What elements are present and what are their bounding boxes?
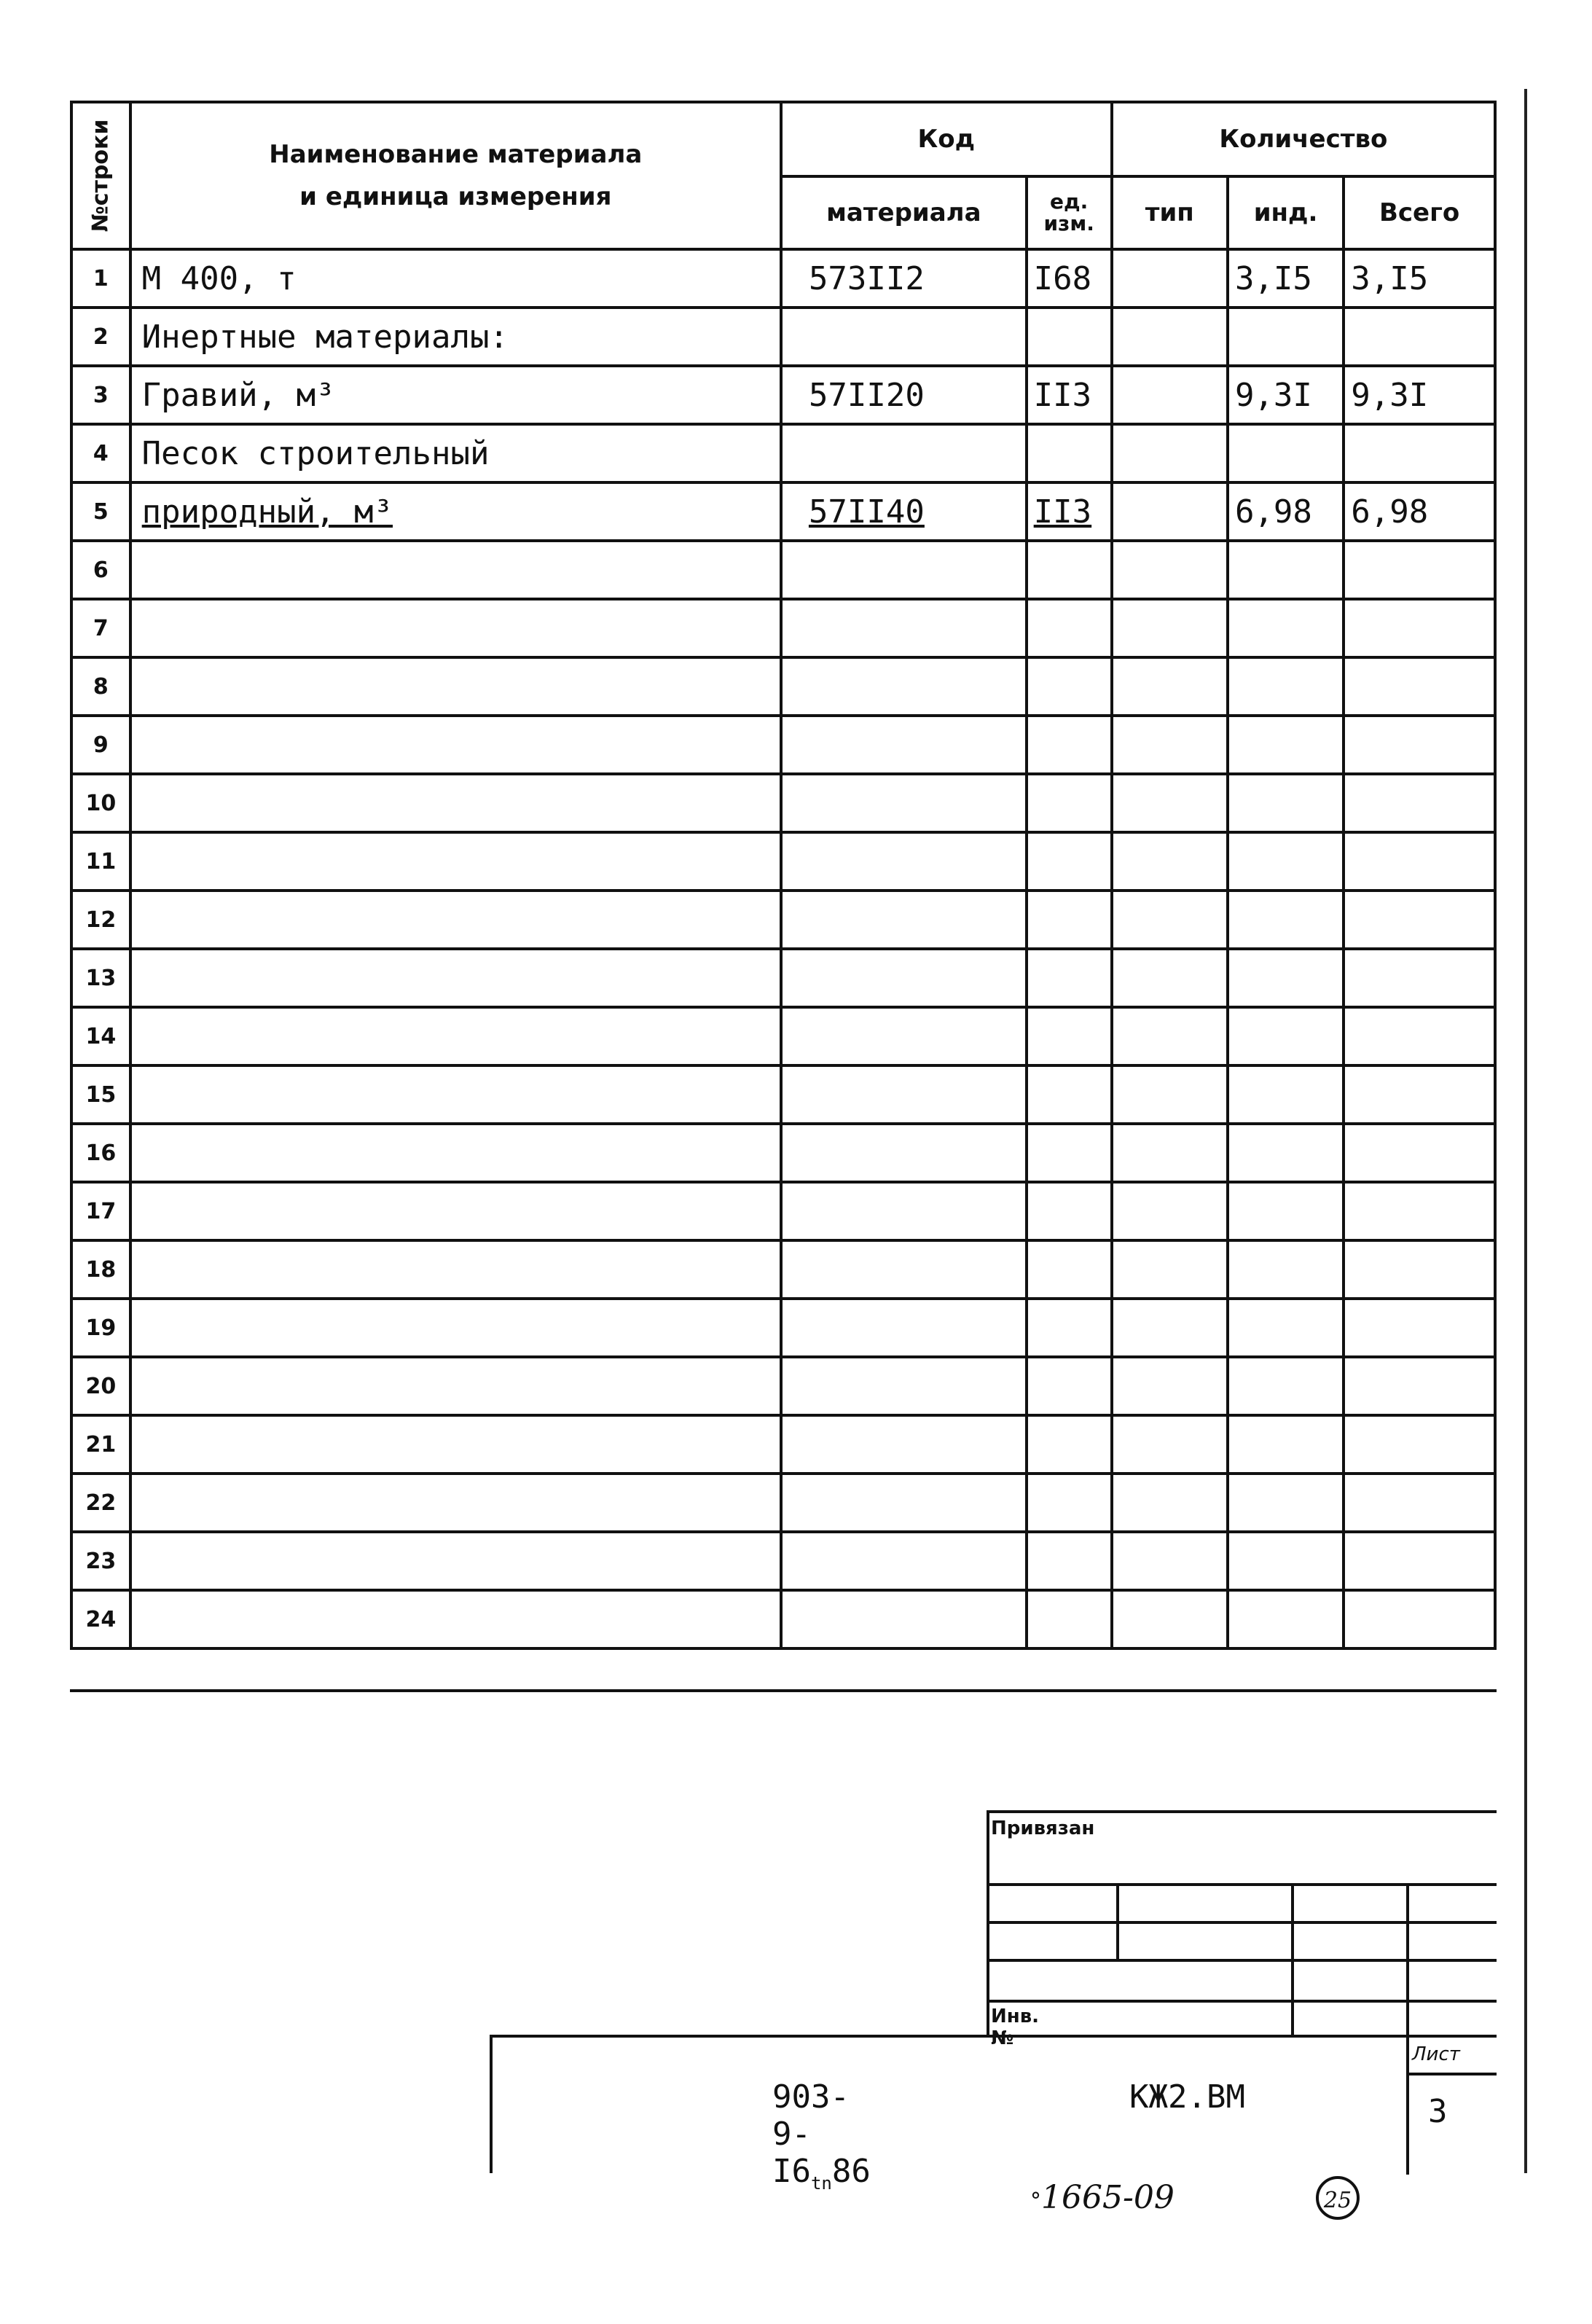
qty-type-header: тип [1112, 176, 1228, 249]
qty-total-cell [1344, 541, 1495, 599]
unit-code-cell [1027, 1357, 1112, 1415]
unit-code-cell [1027, 1065, 1112, 1124]
material-name-cell [130, 716, 781, 774]
qty-total-cell [1344, 1299, 1495, 1357]
privyazan-left-line [987, 1810, 989, 2038]
circled-page-number: 25 [1316, 2176, 1360, 2220]
table-row [71, 1415, 1495, 1474]
material-code-cell [781, 1182, 1027, 1240]
table-row [71, 249, 1495, 308]
stamp-row-line [987, 1959, 1497, 1962]
doc-block-left-line [490, 2035, 493, 2173]
material-code-cell [781, 657, 1027, 716]
sheet-divider-line [1406, 2073, 1497, 2075]
qty-ind-cell [1228, 1474, 1344, 1532]
row-number-cell: 17 [71, 1182, 130, 1240]
material-code-cell [781, 599, 1027, 657]
material-name-cell [130, 1240, 781, 1299]
qty-type-cell [1112, 482, 1228, 541]
material-code-cell [781, 1590, 1027, 1648]
qty-total-cell: 3,I5 [1344, 249, 1495, 308]
row-number-cell: 12 [71, 891, 130, 949]
material-name-cell: Инертные материалы: [130, 308, 781, 366]
stamp-col-line [1116, 1883, 1119, 1960]
unit-code-cell [1027, 1415, 1112, 1474]
material-name-cell: Песок строительный [130, 424, 781, 482]
qty-ind-cell [1228, 541, 1344, 599]
qty-ind-cell [1228, 1357, 1344, 1415]
qty-ind-cell [1228, 1532, 1344, 1590]
row-number-header: №строки [71, 102, 130, 249]
material-name-cell [130, 1474, 781, 1532]
qty-ind-cell [1228, 1415, 1344, 1474]
row-number-cell: 18 [71, 1240, 130, 1299]
unit-code-cell [1027, 1299, 1112, 1357]
unit-code-cell [1027, 1590, 1112, 1648]
material-name-cell [130, 1415, 781, 1474]
inv-no-label: Инв. № [991, 2006, 1040, 2049]
qty-ind-cell [1228, 1124, 1344, 1182]
qty-total-cell [1344, 1357, 1495, 1415]
material-code-cell: 57II40 [781, 482, 1027, 541]
qty-ind-cell [1228, 657, 1344, 716]
qty-ind-cell: 9,3I [1228, 366, 1344, 424]
row-number-cell: 13 [71, 949, 130, 1007]
material-code-cell [781, 774, 1027, 832]
table-row [71, 1065, 1495, 1124]
qty-ind-cell [1228, 599, 1344, 657]
stamp-row-line [987, 1921, 1497, 1924]
qty-total-cell [1344, 1007, 1495, 1065]
qty-type-cell [1112, 657, 1228, 716]
qty-type-cell [1112, 716, 1228, 774]
table-row [71, 774, 1495, 832]
table-row [71, 716, 1495, 774]
document-number: $903-9-I6_{tn}86$ [772, 2078, 871, 2194]
qty-type-cell [1112, 366, 1228, 424]
unit-code-cell [1027, 1532, 1112, 1590]
qty-type-cell [1112, 1532, 1228, 1590]
unit-code-cell [1027, 308, 1112, 366]
qty-ind-cell [1228, 1182, 1344, 1240]
table-row [71, 657, 1495, 716]
qty-type-cell [1112, 1240, 1228, 1299]
qty-type-cell [1112, 308, 1228, 366]
unit-code-cell: II3 [1027, 366, 1112, 424]
unit-code-cell [1027, 599, 1112, 657]
qty-type-cell [1112, 1124, 1228, 1182]
privyazan-label: Привязан [991, 1818, 1095, 1839]
material-code-cell [781, 1299, 1027, 1357]
table-row [71, 1474, 1495, 1532]
qty-ind-cell [1228, 949, 1344, 1007]
material-code-cell [781, 1474, 1027, 1532]
row-number-cell: 4 [71, 424, 130, 482]
table-row [71, 949, 1495, 1007]
unit-code-cell [1027, 541, 1112, 599]
qty-total-cell [1344, 716, 1495, 774]
qty-type-cell [1112, 1007, 1228, 1065]
row-number-cell: 15 [71, 1065, 130, 1124]
material-name-cell: природный, м³ [130, 482, 781, 541]
material-code-cell [781, 541, 1027, 599]
unit-code-header: ед. изм. [1027, 176, 1112, 249]
unit-code-cell [1027, 657, 1112, 716]
qty-ind-header: инд. [1228, 176, 1344, 249]
table-row [71, 424, 1495, 482]
table-row [71, 1124, 1495, 1182]
material-code-cell [781, 1415, 1027, 1474]
qty-total-cell [1344, 1240, 1495, 1299]
table-row [71, 1182, 1495, 1240]
stamp-row-line [987, 1883, 1497, 1886]
qty-type-cell [1112, 1065, 1228, 1124]
material-name-cell [130, 891, 781, 949]
material-code-cell [781, 424, 1027, 482]
material-code-cell: 57II20 [781, 366, 1027, 424]
stamp-col-line [1291, 1883, 1294, 2038]
qty-total-cell: 9,3I [1344, 366, 1495, 424]
row-number-cell: 6 [71, 541, 130, 599]
table-row [71, 541, 1495, 599]
table-row [71, 1357, 1495, 1415]
material-code-cell [781, 891, 1027, 949]
qty-total-cell [1344, 1474, 1495, 1532]
unit-code-cell [1027, 1007, 1112, 1065]
qty-type-cell [1112, 891, 1228, 949]
qty-ind-cell [1228, 832, 1344, 891]
material-code-cell [781, 1124, 1027, 1182]
row-number-cell: 8 [71, 657, 130, 716]
page-right-edge-line [1524, 89, 1527, 2173]
material-code-cell: 573II2 [781, 249, 1027, 308]
row-number-cell: 1 [71, 249, 130, 308]
qty-total-cell [1344, 774, 1495, 832]
qty-type-cell [1112, 1415, 1228, 1474]
unit-code-cell: II3 [1027, 482, 1112, 541]
material-code-cell [781, 1065, 1027, 1124]
material-code-cell [781, 1007, 1027, 1065]
qty-type-cell [1112, 424, 1228, 482]
qty-ind-cell [1228, 1299, 1344, 1357]
row-number-cell: 5 [71, 482, 130, 541]
qty-type-cell [1112, 541, 1228, 599]
material-name-cell [130, 599, 781, 657]
qty-type-cell [1112, 599, 1228, 657]
unit-code-cell [1027, 716, 1112, 774]
table-row [71, 1240, 1495, 1299]
qty-type-cell [1112, 832, 1228, 891]
material-code-cell [781, 1357, 1027, 1415]
row-number-cell: 19 [71, 1299, 130, 1357]
unit-code-cell [1027, 949, 1112, 1007]
row-number-cell: 24 [71, 1590, 130, 1648]
material-code-cell [781, 1240, 1027, 1299]
unit-code-cell [1027, 1474, 1112, 1532]
qty-total-cell [1344, 891, 1495, 949]
sheet-label: Лист [1412, 2043, 1460, 2065]
qty-total-cell [1344, 949, 1495, 1007]
material-name-cell [130, 1299, 781, 1357]
qty-ind-cell [1228, 1240, 1344, 1299]
qty-total-cell [1344, 1124, 1495, 1182]
row-number-cell: 11 [71, 832, 130, 891]
document-mark: КЖ2.ВМ [1129, 2078, 1245, 2116]
qty-total-cell [1344, 424, 1495, 482]
material-name-cell [130, 1182, 781, 1240]
qty-ind-cell [1228, 424, 1344, 482]
archive-number: °1665-09 [1030, 2179, 1175, 2216]
row-number-cell: 22 [71, 1474, 130, 1532]
material-name-cell [130, 1590, 781, 1648]
qty-type-cell [1112, 949, 1228, 1007]
qty-type-cell [1112, 1299, 1228, 1357]
qty-total-cell [1344, 1065, 1495, 1124]
qty-ind-cell [1228, 1590, 1344, 1648]
qty-total-cell: 6,98 [1344, 482, 1495, 541]
material-name-cell [130, 832, 781, 891]
qty-ind-cell [1228, 891, 1344, 949]
quantity-group-header: Количество [1112, 102, 1495, 176]
row-number-cell: 14 [71, 1007, 130, 1065]
privyazan-top-line [987, 1810, 1497, 1813]
material-name-cell [130, 1124, 781, 1182]
material-code-cell [781, 832, 1027, 891]
material-code-header: материала [781, 176, 1027, 249]
table-bottom-line [70, 1689, 1497, 1692]
qty-type-cell [1112, 1590, 1228, 1648]
unit-code-cell [1027, 774, 1112, 832]
material-name-cell [130, 1532, 781, 1590]
table-row [71, 832, 1495, 891]
material-name-cell [130, 657, 781, 716]
unit-code-cell [1027, 424, 1112, 482]
qty-total-cell [1344, 599, 1495, 657]
stamp-row-line [987, 2000, 1497, 2003]
table-row [71, 308, 1495, 366]
stamp-col-line [1406, 1883, 1409, 2175]
qty-ind-cell: 3,I5 [1228, 249, 1344, 308]
material-name-header: Наименование материала и единица измерения [130, 102, 781, 249]
qty-ind-cell [1228, 716, 1344, 774]
row-number-cell: 7 [71, 599, 130, 657]
table-row [71, 366, 1495, 424]
row-number-cell: 9 [71, 716, 130, 774]
qty-total-cell [1344, 1590, 1495, 1648]
qty-total-cell [1344, 1532, 1495, 1590]
qty-total-cell [1344, 1415, 1495, 1474]
qty-ind-cell [1228, 1065, 1344, 1124]
qty-type-cell [1112, 774, 1228, 832]
unit-code-cell [1027, 1182, 1112, 1240]
material-name-cell [130, 1007, 781, 1065]
qty-type-cell [1112, 1182, 1228, 1240]
material-code-cell [781, 308, 1027, 366]
unit-code-cell: I68 [1027, 249, 1112, 308]
unit-code-cell [1027, 1124, 1112, 1182]
material-code-cell [781, 716, 1027, 774]
material-name-cell: М 400, т [130, 249, 781, 308]
qty-total-header: Всего [1344, 176, 1495, 249]
table-row [71, 1299, 1495, 1357]
table-row [71, 599, 1495, 657]
material-code-cell [781, 949, 1027, 1007]
code-group-header: Код [781, 102, 1112, 176]
material-code-cell [781, 1532, 1027, 1590]
sheet-number: 3 [1428, 2093, 1448, 2130]
material-name-cell [130, 949, 781, 1007]
qty-total-cell [1344, 657, 1495, 716]
qty-total-cell [1344, 1182, 1495, 1240]
table-row [71, 1007, 1495, 1065]
row-number-cell: 10 [71, 774, 130, 832]
unit-code-cell [1027, 891, 1112, 949]
qty-ind-cell [1228, 1007, 1344, 1065]
row-number-cell: 23 [71, 1532, 130, 1590]
row-number-cell: 3 [71, 366, 130, 424]
qty-ind-cell [1228, 774, 1344, 832]
material-name-cell [130, 1357, 781, 1415]
qty-type-cell [1112, 249, 1228, 308]
row-number-cell: 21 [71, 1415, 130, 1474]
material-name-cell: Гравий, м³ [130, 366, 781, 424]
table-row [71, 1590, 1495, 1648]
row-number-cell: 2 [71, 308, 130, 366]
qty-total-cell [1344, 832, 1495, 891]
qty-type-cell [1112, 1357, 1228, 1415]
material-name-cell [130, 541, 781, 599]
material-name-cell [130, 1065, 781, 1124]
table-row [71, 482, 1495, 541]
unit-code-cell [1027, 832, 1112, 891]
unit-code-cell [1027, 1240, 1112, 1299]
qty-type-cell [1112, 1474, 1228, 1532]
qty-total-cell [1344, 308, 1495, 366]
table-row [71, 1532, 1495, 1590]
qty-ind-cell: 6,98 [1228, 482, 1344, 541]
qty-ind-cell [1228, 308, 1344, 366]
materials-table [70, 101, 1497, 1650]
row-number-cell: 16 [71, 1124, 130, 1182]
row-number-cell: 20 [71, 1357, 130, 1415]
material-name-cell [130, 774, 781, 832]
table-row [71, 891, 1495, 949]
